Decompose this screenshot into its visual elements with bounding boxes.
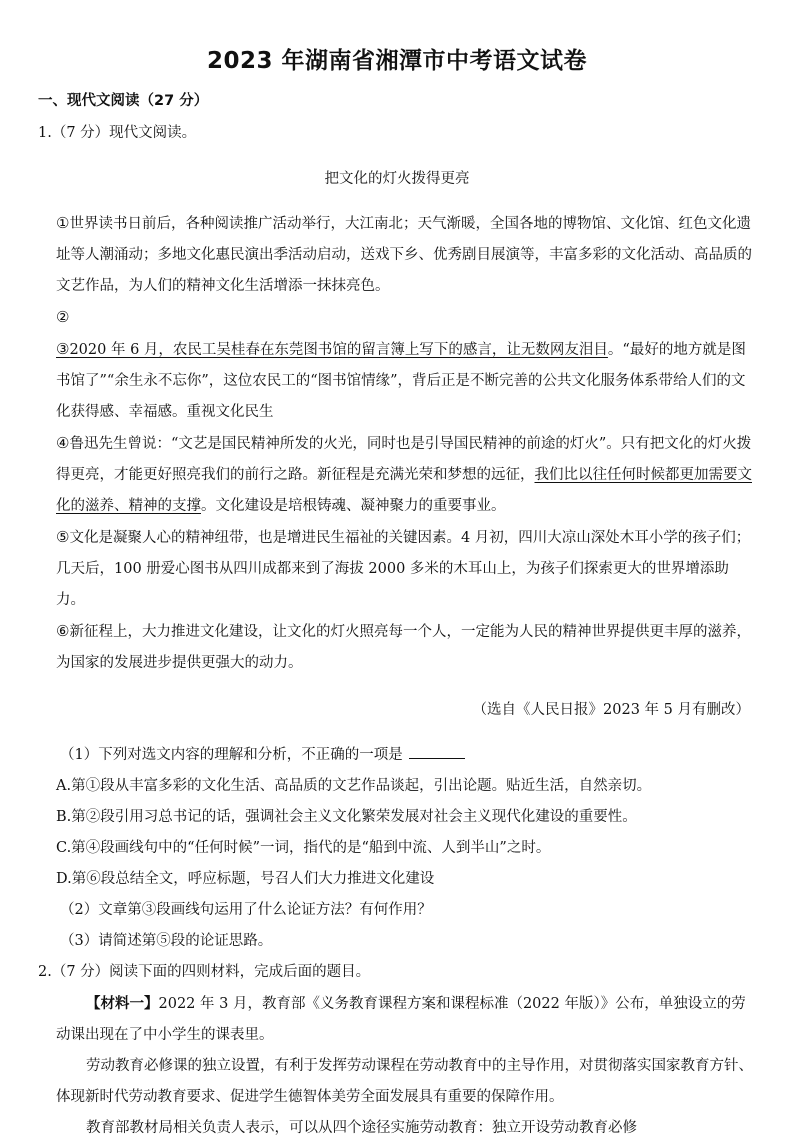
paragraph-number: ③ (56, 340, 70, 358)
paragraph-text: 。“最好的地方就是图书馆了”“余生永不忘你”，这位农民工的“图书馆情缘”，背后正是不断完善的公共文化服务体系带给人们的文化获得感、幸福感。重视文化民生 (56, 342, 746, 420)
material-text: 2022 年 3 月，教育部《义务教育课程方案和课程标准（2022 年版）》公布，单独设立的劳动课出现在了中小学生的课表里。 (56, 996, 746, 1043)
paragraph-number: ② (56, 308, 70, 326)
question-1-heading: 1.（7 分）现代文阅读。 (38, 125, 197, 141)
exam-title: 2023 年湖南省湘潭市中考语文试卷 (206, 48, 588, 74)
option-a: A.第①段从丰富多彩的文化生活、高品质的文艺作品谈起，引出论题。贴近生活，自然亲切。 (56, 778, 652, 794)
material-1-paragraph-3: 教育部教材局相关负责人表示，可以从四个途径实施劳动教育：独立开设劳动教育必修 (86, 1120, 637, 1136)
paragraph-text: 新征程上，大力推进文化建设，让文化的灯火照亮每一个人，一定能为人民的精神世界提供更丰厚的滋养，为国家的发展进步提供更强大的动力。 (56, 624, 751, 671)
section-heading-reading: 一、现代文阅读（27 分） (38, 93, 209, 109)
paragraph-number: ⑤ (56, 528, 70, 546)
paragraph-3 (38, 334, 756, 428)
paragraph-1 (38, 208, 756, 302)
paragraph-text: 世界读书日前后，各种阅读推广活动举行，大江南北；天气渐暖，全国各地的博物馆、文化馆、红色文化遗址等人潮涌动；多地文化惠民演出季活动启动，送戏下乡、优秀剧目展演等，丰富多彩的文化活动、高品质的文艺作品，为人们的精神文化生活增添一抹抹亮色。 (56, 216, 752, 294)
answer-blank[interactable] (409, 744, 465, 759)
material-1 (38, 988, 756, 1051)
paragraph-text: 文化是凝聚人心的精神纽带，也是增进民生福祉的关键因素。4 月初，四川大凉山深处木耳小学的孩子们；几天后，100 册爱心图书从四川成都来到了海拔 2000 多米的木耳山上，为孩子们探索更大的世界增添助力。 (56, 530, 751, 608)
underlined-sentence: 2020 年 6 月，农民工吴桂春在东莞图书馆的留言簿上写下的感言，让无数网友泪目 (69, 342, 608, 358)
sub-question-text: （1）下列对选文内容的理解和分析，不正确的一项是 (60, 747, 403, 763)
paragraph-number: ④ (56, 434, 70, 452)
underlined-sentence: 我们比以往任何时候都更加需要文化的滋养、精神的支撑 (56, 467, 752, 514)
sub-question-1 (38, 740, 756, 771)
paragraph-number: ⑥ (56, 622, 70, 640)
question-2-heading: 2.（7 分）阅读下面的四则材料，完成后面的题目。 (38, 964, 371, 980)
paragraph-4 (38, 428, 756, 522)
paragraph-text: 。文化建设是培根铸魂、凝神聚力的重要事业。 (201, 498, 506, 514)
option-b: B.第②段引用习总书记的话，强调社会主义文化繁荣发展对社会主义现代化建设的重要性。 (56, 809, 637, 825)
sub-question-3: （3）请简述第⑤段的论证思路。 (60, 933, 273, 949)
sub-question-2: （2）文章第③段画线句运用了什么论证方法？有何作用？ (60, 902, 432, 918)
paragraph-number: ① (56, 214, 70, 232)
option-c: C.第④段画线句中的“任何时候”一词，指代的是“船到中流、人到半山”之时。 (56, 840, 551, 856)
option-d: D.第⑥段总结全文，呼应标题，号召人们大力推进文化建设 (56, 871, 435, 887)
article-title: 把文化的灯火拨得更亮 (324, 170, 470, 187)
article-source: （选自《人民日报》2023 年 5 月有删改） (472, 701, 750, 718)
paragraph-text: 鲁迅先生曾说：“文艺是国民精神所发的火光，同时也是引导国民精神的前途的灯火”。只有把文化的灯火拨得更亮，才能更好照亮我们的前行之路。新征程是充满光荣和梦想的远征， (56, 436, 752, 483)
paragraph-5 (38, 522, 756, 616)
paragraph-2 (38, 302, 756, 334)
material-1-paragraph-2: 劳动教育必修课的独立设置，有利于发挥劳动课程在劳动教育中的主导作用，对贯彻落实国家教育方针、体现新时代劳动教育要求、促进学生德智体美劳全面发展具有重要的保障作用。 (56, 1058, 753, 1105)
paragraph-6 (38, 616, 756, 679)
material-label: 【材料一】 (86, 995, 159, 1012)
